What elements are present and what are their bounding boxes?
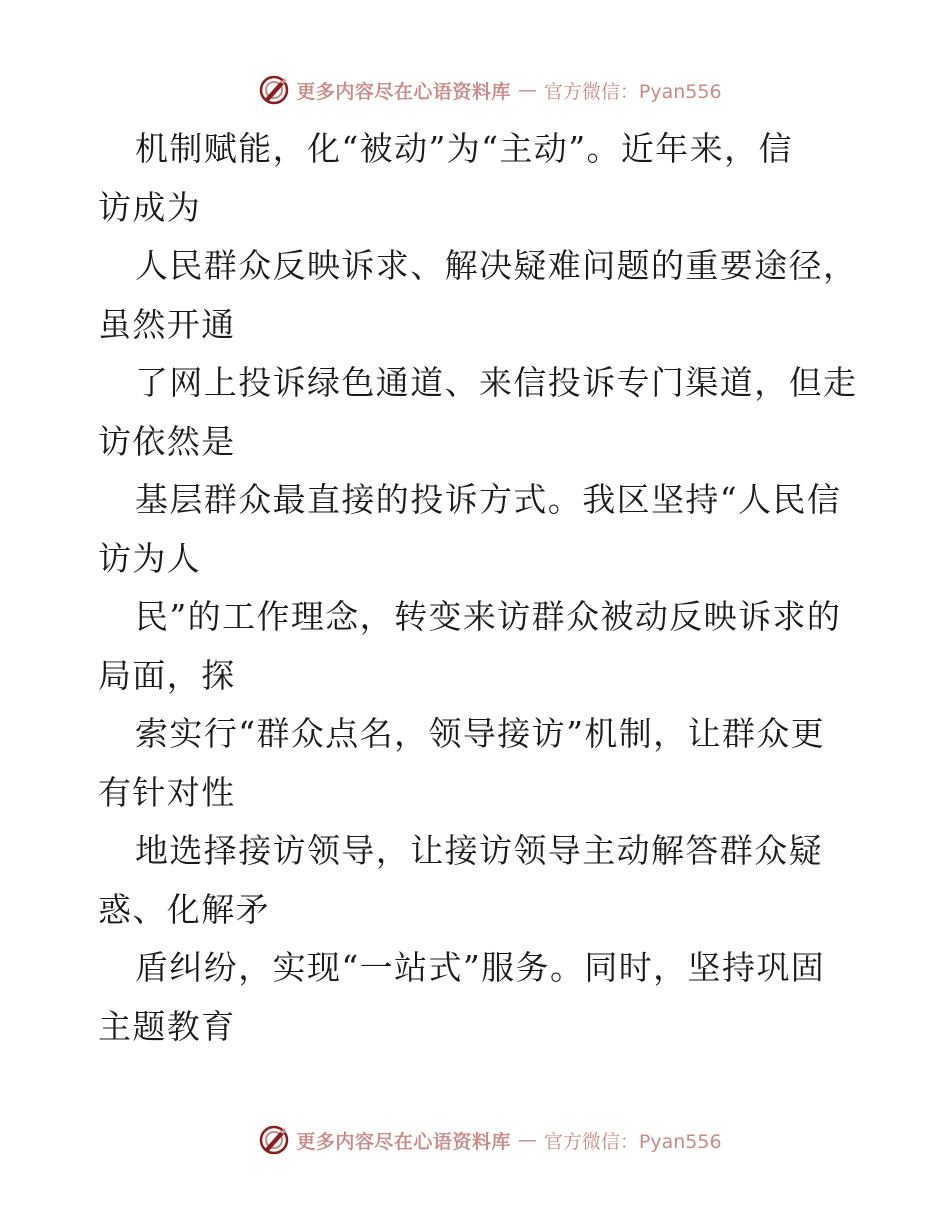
- body-line: 索实行“群众点名，领导接访”机制，让群众更: [135, 714, 826, 753]
- body-line: 基层群众最直接的投诉方式。我区坚持“人民信: [135, 480, 842, 519]
- body-line: 访成为: [98, 187, 202, 227]
- body-line: 访为人: [98, 538, 202, 578]
- logo-icon: [258, 1124, 290, 1156]
- body-line: 了网上投诉绿色通道、来信投诉专门渠道，但走: [135, 363, 858, 402]
- body-line: 有针对性: [98, 772, 236, 812]
- body-line: 盾纠纷，实现“一站式”服务。同时，坚持巩固: [135, 948, 826, 987]
- footer-banner-content: [258, 1124, 721, 1156]
- header-banner-contact: 官方微信：Pyan556: [543, 80, 722, 103]
- header-banner: [0, 70, 950, 110]
- body-line: 主题教育: [98, 1006, 236, 1046]
- body-line: 地选择接访领导，让接访领导主动解答群众疑: [135, 831, 823, 870]
- body-line: 民”的工作理念，转变来访群众被动反映诉求的: [135, 597, 842, 636]
- body-line: 局面，探: [98, 655, 236, 695]
- header-banner-separator: —: [517, 79, 537, 101]
- header-banner-content: [258, 74, 721, 106]
- footer-banner-main-text: 更多内容尽在心语资料库: [296, 1130, 511, 1153]
- body-line: 访依然是: [98, 421, 236, 461]
- body-line: 惑、化解矛: [98, 889, 270, 929]
- footer-banner-separator: —: [517, 1129, 537, 1151]
- footer-banner-contact: 官方微信：Pyan556: [543, 1130, 722, 1153]
- body-line: 机制赋能，化“被动”为“主动”。近年来，信: [135, 129, 793, 168]
- body-line: 虽然开通: [98, 304, 236, 344]
- header-banner-main-text: 更多内容尽在心语资料库: [296, 80, 511, 103]
- document-body: [98, 120, 878, 1056]
- footer-banner: [0, 1120, 950, 1160]
- logo-icon: [258, 74, 290, 106]
- body-line: 人民群众反映诉求、解决疑难问题的重要途径，: [135, 246, 858, 285]
